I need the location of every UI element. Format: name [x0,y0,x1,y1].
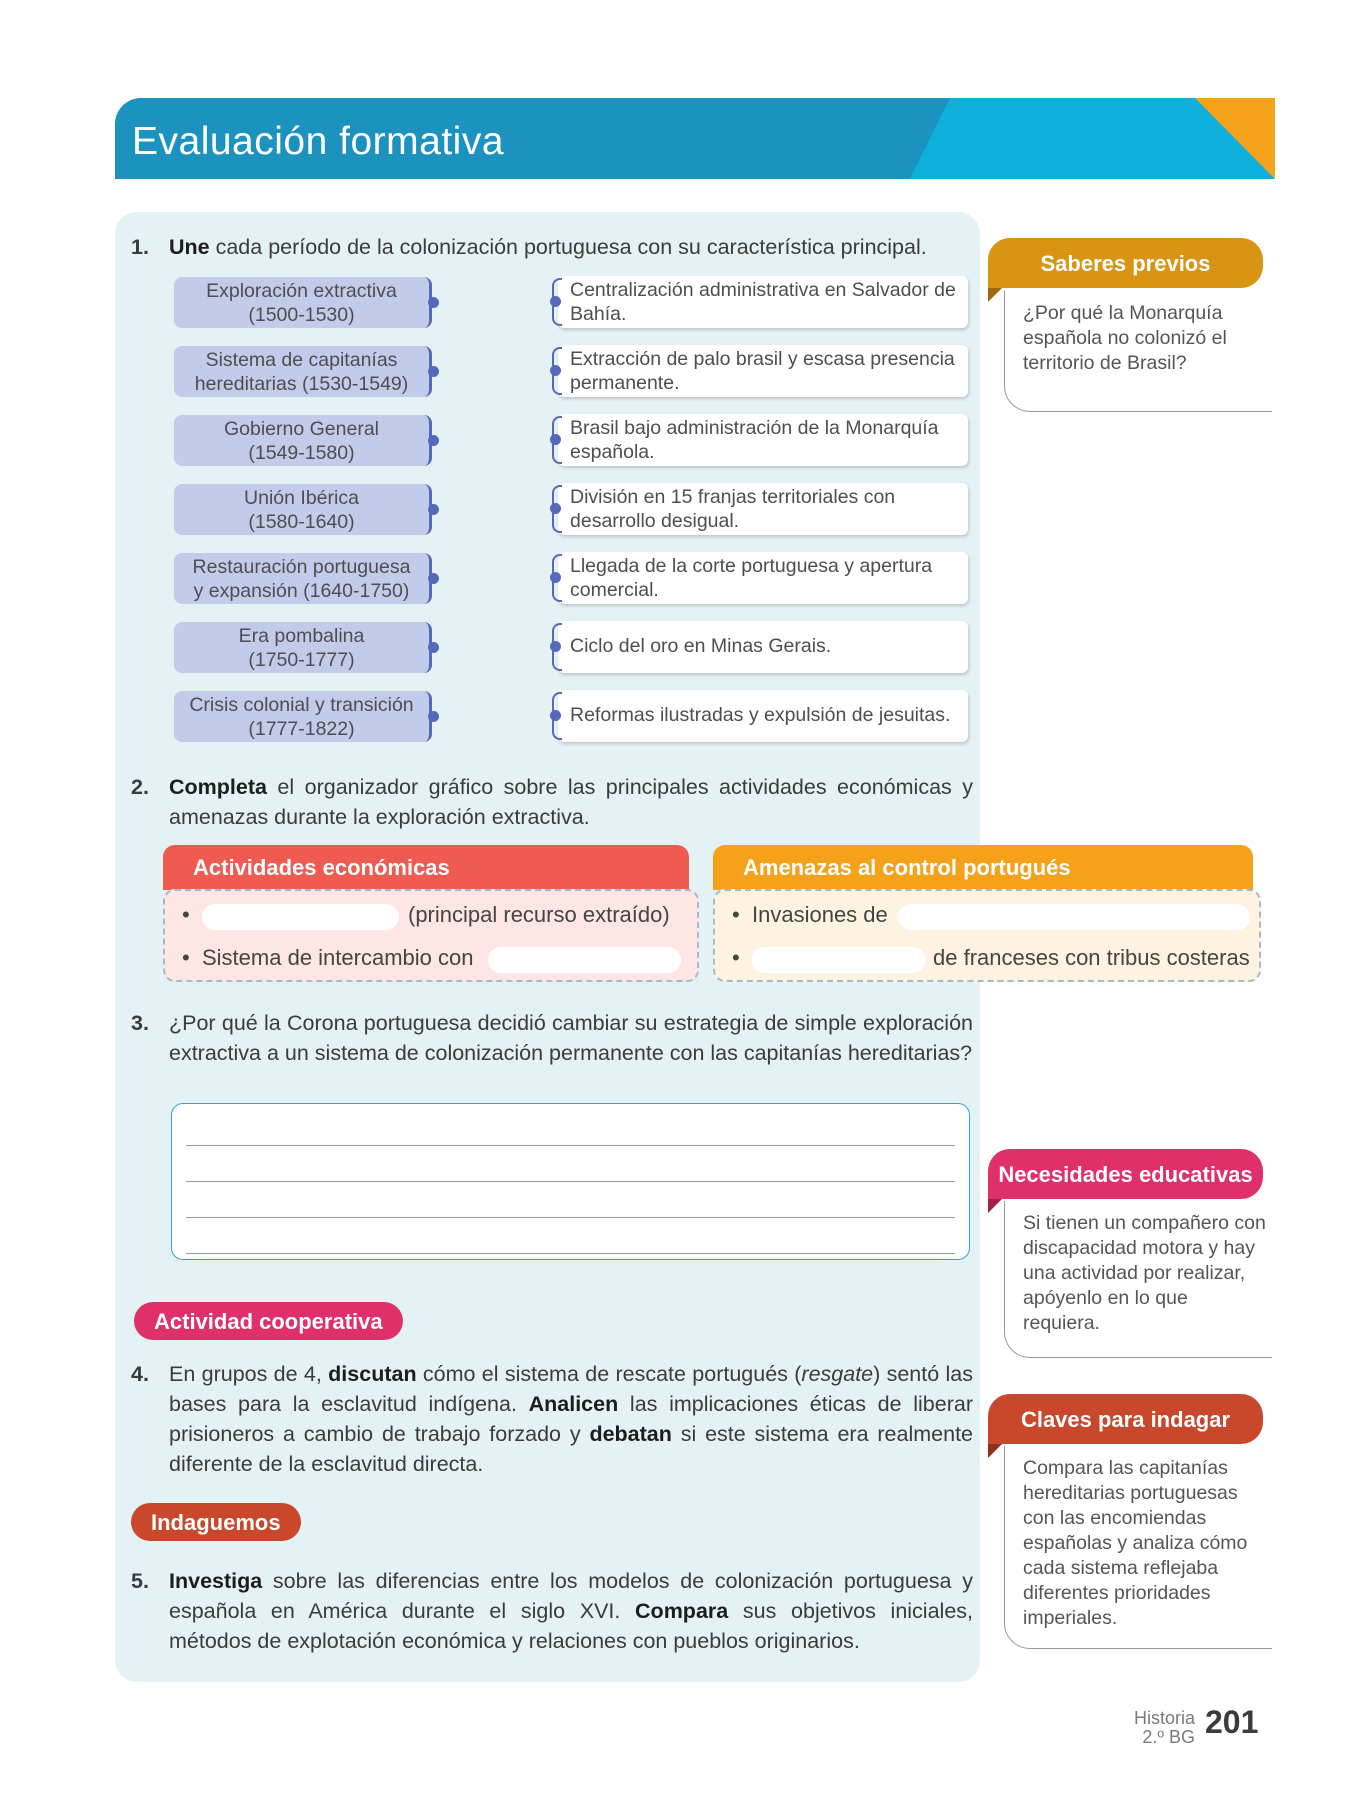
answer-blank[interactable] [898,904,1250,930]
inquiry-keys-text: Compara las capitanías hereditarias portuguesas con las encomiendas españolas y analiza cómo cada sistema reflejaba diferentes prioridades imperiales. [1004,1446,1272,1649]
bold-verb: Investiga [169,1569,263,1593]
feature-box[interactable] [558,690,968,742]
economic-item-2-prefix: Sistema de intercambio con [202,945,474,970]
connector-dot[interactable] [428,366,439,377]
period-box[interactable] [174,622,432,673]
prior-knowledge-tab: Saberes previos [988,238,1263,288]
feature-text: División en 15 franjas territoriales con desarrollo desigual. [570,486,896,532]
period-name: Exploración extractiva [206,280,397,302]
tab-fold [988,288,1002,302]
feature-box[interactable] [558,552,968,604]
economic-item-1-suffix: (principal recurso extraído) [408,902,670,927]
connector-dot[interactable] [428,711,439,722]
dua-subtitle: Acción y expresión [979,45,1181,70]
text-segment: las implicaciones éticas de liberar prisioneros a cambio de trabajo forzado y [169,1392,973,1446]
period-name: Gobierno General [223,418,379,440]
text-segment: cómo el sistema de rescate portugués ( [416,1362,802,1386]
prior-knowledge-text: ¿Por qué la Monarquía española no colonizó el territorio de Brasil? [1004,291,1272,412]
answer-blank[interactable] [488,947,681,973]
question-number: 4. [131,1362,149,1386]
period-name: Unión Ibérica [244,487,359,509]
connector-dot[interactable] [428,297,439,308]
bullet: • [182,945,190,970]
feature-text: Ciclo del oro en Minas Gerais. [570,635,832,657]
feature-text: Brasil bajo administración de la Monarquía española. [570,417,939,463]
writing-line [186,1145,955,1146]
period-name: Restauración portuguesa [192,556,411,578]
grade-level: 2.º BG [1142,1727,1195,1747]
tab-fold [988,1199,1002,1213]
period-dates: y expansión (1640-1750) [193,580,410,602]
cooperative-activity-badge: Actividad cooperativa [134,1302,403,1340]
page-title: Evaluación formativa [132,120,505,163]
dua-title: DUA [1052,14,1108,44]
feature-text: Llegada de la corte portuguesa y apertura comercial. [570,555,933,601]
connector-dot[interactable] [428,435,439,446]
connector-dot[interactable] [550,503,561,514]
connector-dot[interactable] [550,296,561,307]
subject-name: Historia [1133,1708,1195,1728]
bullet: • [182,902,190,927]
threats-header: Amenazas al control portugués [713,845,1253,890]
connector-dot[interactable] [550,572,561,583]
period-dates: (1500-1530) [248,304,355,326]
period-box[interactable] [174,553,432,604]
text-segment: ) sentó las bases para la esclavitud indígena. [169,1362,974,1416]
feature-box[interactable] [558,621,968,673]
text-segment: En grupos de 4, [169,1362,329,1386]
inquiry-keys-tab: Claves para indagar [988,1394,1263,1444]
feature-box[interactable] [558,345,968,397]
connector-dot[interactable] [428,642,439,653]
question-verb: Une [169,235,210,259]
period-dates: (1750-1777) [248,649,355,671]
feature-box[interactable] [558,483,968,535]
page-number: 201 [1205,1704,1259,1740]
connector-dot[interactable] [550,365,561,376]
period-box[interactable] [174,277,432,328]
question-text: cada período de la colonización portuguesa con su característica principal. [209,235,927,259]
period-name: Sistema de capitanías [205,349,398,371]
text-segment: sus objetivos iniciales, métodos de explotación económica y relaciones con pueblos originarios. [169,1599,974,1653]
bullet: • [732,945,740,970]
educational-needs-tab: Necesidades educativas [988,1149,1263,1199]
feature-text: Extracción de palo brasil y escasa presencia permanente. [570,348,955,394]
bold-verb: Compara [635,1599,729,1623]
economic-activities-header: Actividades económicas [163,845,689,890]
feature-box[interactable] [558,414,968,466]
italic-term: resgate [801,1362,874,1386]
feature-text: Centralización administrativa en Salvador de Bahía. [570,279,956,325]
footer-subject [1100,1709,1195,1747]
question-number: 3. [131,1011,149,1035]
question-number: 2. [131,775,149,799]
connector-dot[interactable] [550,641,561,652]
period-dates: hereditarias (1530-1549) [194,373,409,395]
period-name: Crisis colonial y transición [189,694,414,716]
question-verb: Completa [169,775,267,799]
question-1 [131,232,981,262]
header-band [115,98,1275,179]
connector-dot[interactable] [550,434,561,445]
period-box[interactable] [174,346,432,397]
period-box[interactable] [174,415,432,466]
question-number: 5. [131,1569,149,1593]
writing-line [186,1217,955,1218]
bold-verb: debatan [589,1422,672,1446]
connector-dot[interactable] [550,710,561,721]
connector-dot[interactable] [428,573,439,584]
tab-fold [988,1444,1002,1458]
period-box[interactable] [174,691,432,742]
text-segment: sobre las diferencias entre los modelos de colonización portuguesa y española en América durante el siglo XVI. [169,1569,973,1623]
threats-item-2-suffix: de franceses con tribus costeras [933,945,1250,970]
inquire-badge: Indaguemos [131,1503,301,1541]
question-text: ¿Por qué la Corona portuguesa decidió cambiar su estrategia de simple exploración extractiva a un sistema de colonización permanente con las capitanías hereditarias? [169,1011,973,1065]
bold-verb: Analicen [528,1392,619,1416]
answer-blank[interactable] [202,904,399,930]
text-segment: si este sistema era realmente diferente de la esclavitud directa. [169,1422,973,1476]
question-5 [131,1566,973,1656]
threats-item-1-prefix: Invasiones de [752,902,888,927]
period-dates: (1549-1580) [248,442,355,464]
question-text: el organizador gráfico sobre las principales actividades económicas y amenazas durante la exploración extractiva. [169,775,973,829]
period-box[interactable] [174,484,432,535]
question-number: 1. [131,235,149,259]
answer-blank[interactable] [752,947,926,973]
question-2 [131,772,973,832]
period-dates: (1777-1822) [248,718,355,740]
educational-needs-text: Si tienen un compañero con discapacidad motora y hay una actividad por realizar, apóyenlo en lo que requiera. [1004,1201,1272,1358]
period-name: Era pombalina [238,625,365,647]
bold-verb: discutan [328,1362,417,1386]
bullet: • [732,902,740,927]
writing-line [186,1253,955,1254]
period-dates: (1580-1640) [248,511,355,533]
question-4 [131,1359,973,1479]
feature-box[interactable] [558,276,968,328]
answer-lines-box[interactable] [171,1103,970,1260]
feature-text: Reformas ilustradas y expulsión de jesuitas. [570,704,951,726]
question-3 [131,1008,973,1068]
writing-line [186,1181,955,1182]
connector-dot[interactable] [428,504,439,515]
